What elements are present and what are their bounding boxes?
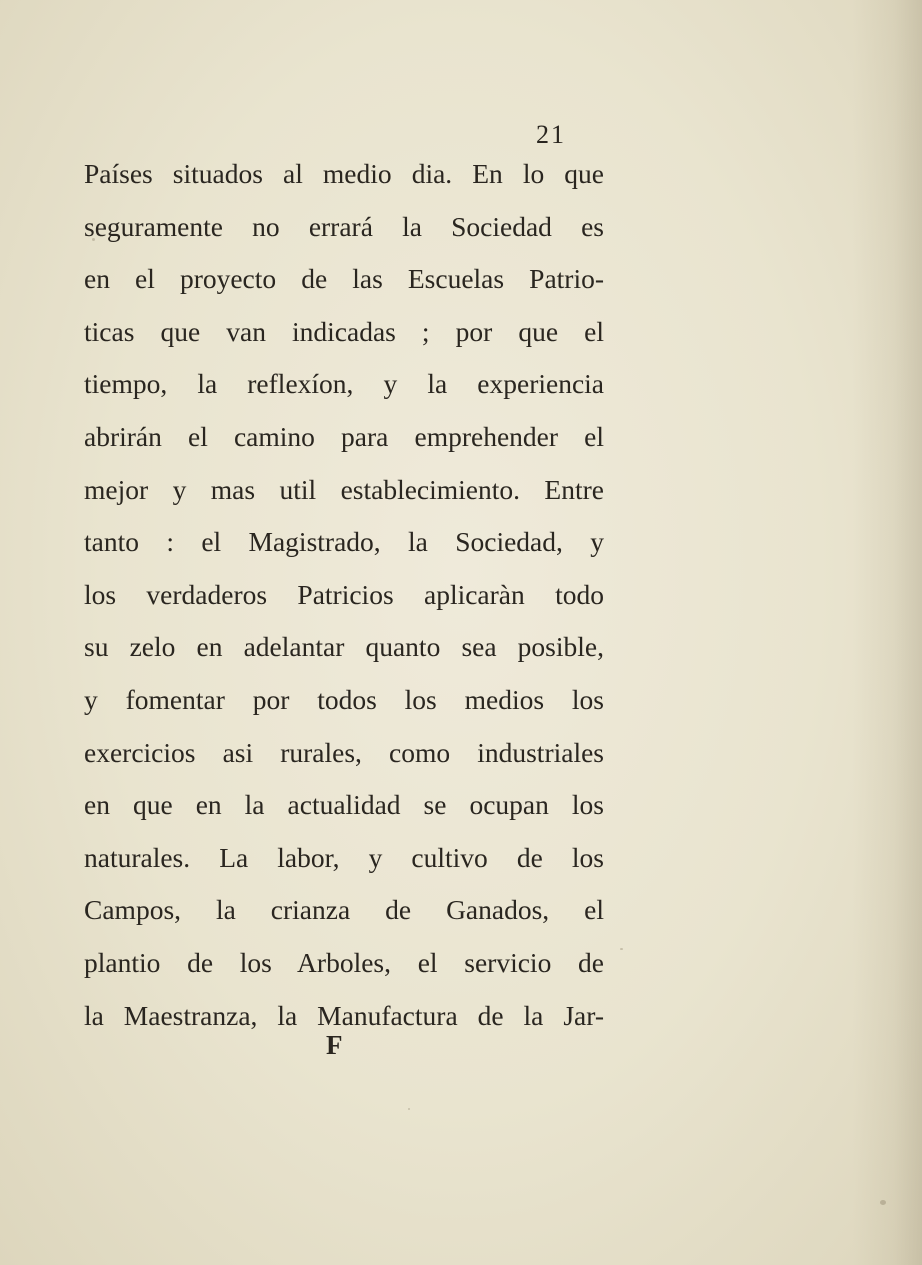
text-line: mejor y mas util establecimiento. Entre	[84, 473, 604, 505]
text-line: su zelo en adelantar quanto sea posible,	[84, 631, 604, 663]
text-line: seguramente no errará la Sociedad es	[84, 210, 604, 242]
text-line: exercicios asi rurales, como industriales	[84, 736, 604, 768]
text-line: plantio de los Arboles, el servicio de	[84, 946, 604, 978]
text-line: en que en la actualidad se ocupan los	[84, 789, 604, 821]
signature-mark: F	[326, 1030, 343, 1060]
text-line: Países situados al medio dia. En lo que	[84, 158, 604, 189]
text-line: en el proyecto de las Escuelas Patrio-	[84, 263, 604, 295]
paper-speck	[408, 1108, 410, 1110]
page-edge-shadow	[852, 0, 922, 1265]
text-line: y fomentar por todos los medios los	[84, 683, 604, 715]
text-line: Campos, la crianza de Ganados, el	[84, 894, 604, 926]
text-line: tiempo, la reflexíon, y la experiencia	[84, 368, 604, 400]
paper-speck	[620, 948, 623, 950]
text-line: los verdaderos Patricios aplicaràn todo	[84, 578, 604, 610]
page-number: 21	[536, 120, 566, 149]
text-line: la Maestranza, la Manufactura de la Jar-	[84, 999, 604, 1031]
text-line: abrirán el camino para emprehender el	[84, 420, 604, 452]
text-line: naturales. La labor, y cultivo de los	[84, 841, 604, 873]
paper-speck	[92, 238, 95, 241]
text-line: ticas que van indicadas ; por que el	[84, 315, 604, 347]
text-line: tanto : el Magistrado, la Sociedad, y	[84, 526, 604, 558]
body-text	[84, 148, 604, 1042]
paper-speck	[880, 1200, 886, 1205]
